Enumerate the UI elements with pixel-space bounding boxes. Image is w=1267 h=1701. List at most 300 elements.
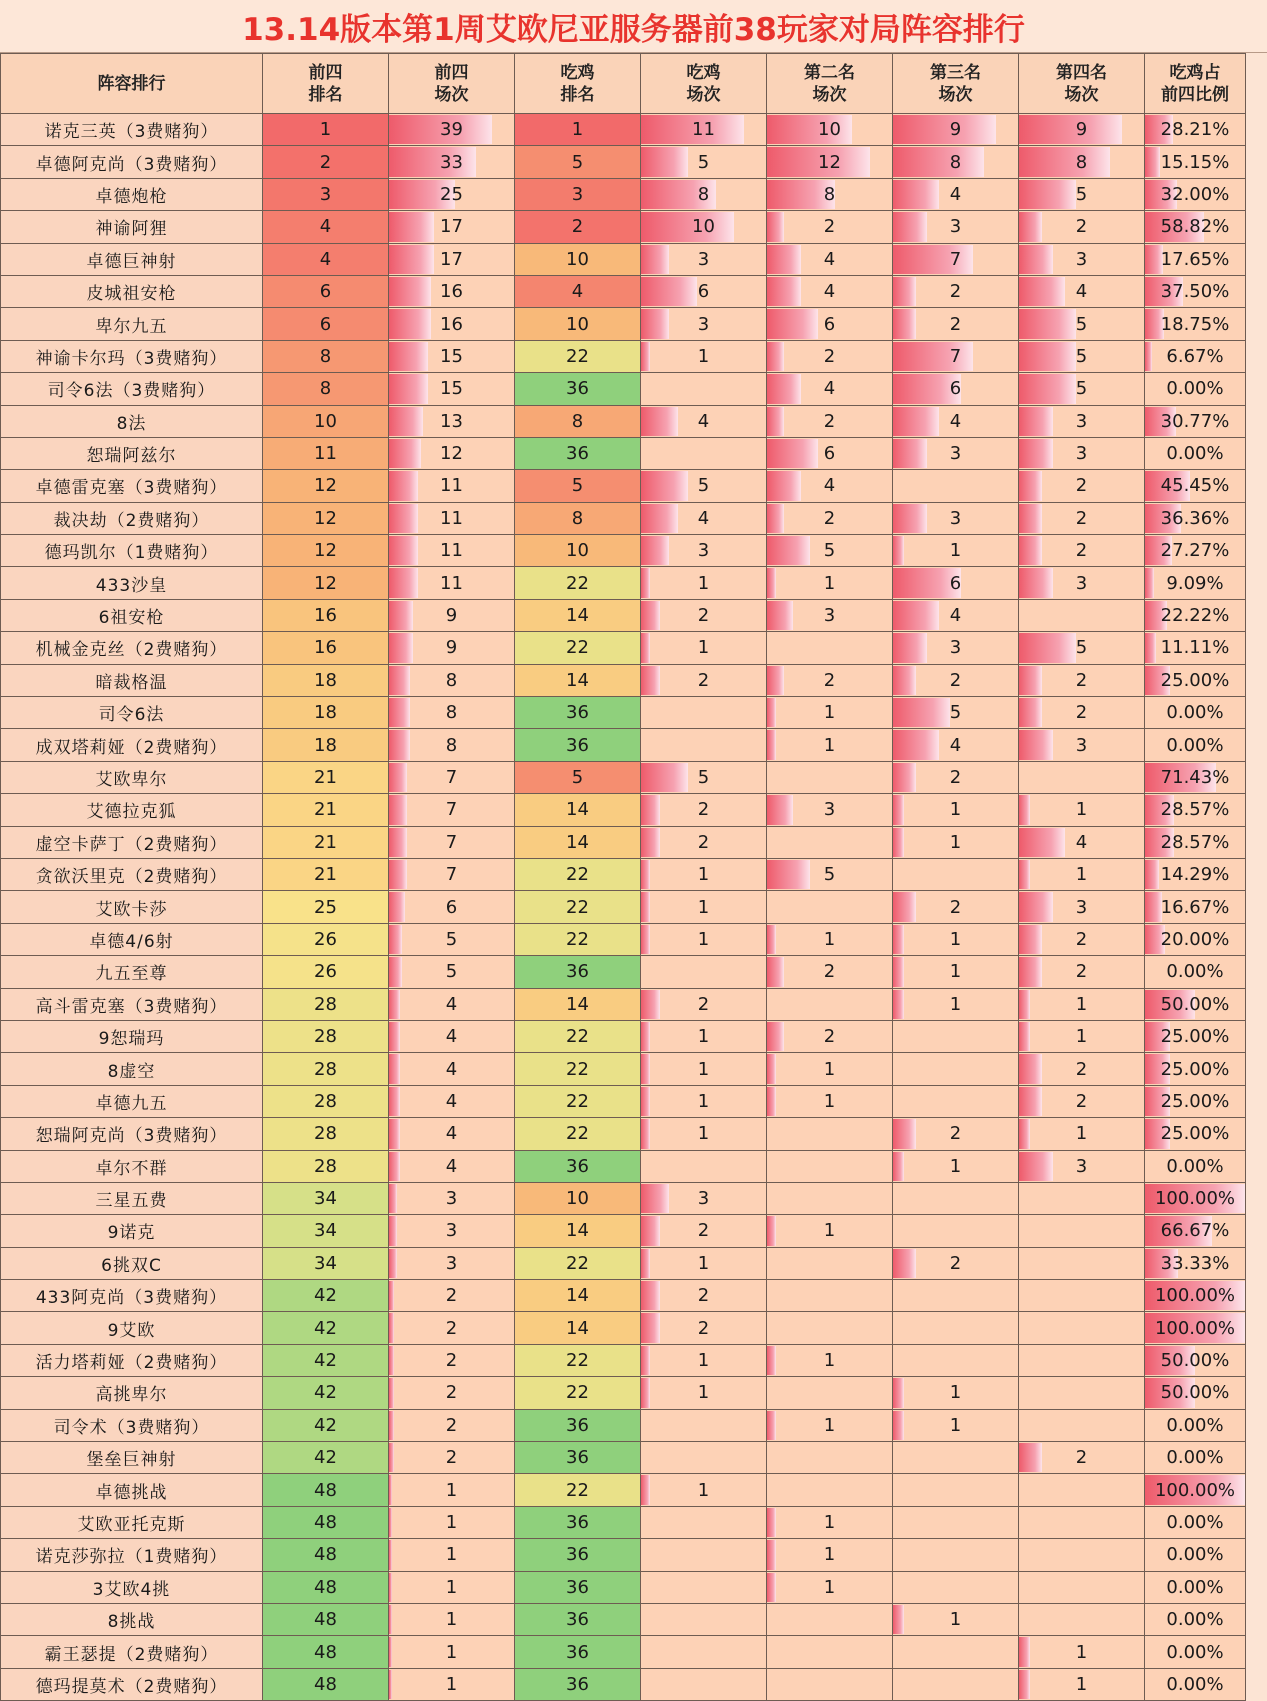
data-bar	[767, 1346, 776, 1375]
top4-value: 33	[440, 151, 463, 173]
second-cell	[767, 1442, 893, 1474]
win-rank-cell: 22	[515, 1053, 641, 1085]
name-cell: 司令6法	[1, 697, 263, 729]
win-cell	[641, 437, 767, 469]
data-bar	[767, 1216, 776, 1245]
top4-cell	[389, 1571, 515, 1603]
second-cell	[767, 405, 893, 437]
data-bar	[641, 1087, 650, 1116]
table-row	[1, 275, 1246, 307]
ratio-value: 50.00%	[1160, 1382, 1230, 1404]
win-rank-cell: 22	[515, 340, 641, 372]
data-bar	[893, 892, 916, 921]
third-value: 9	[949, 119, 962, 141]
top4-rank-cell: 34	[263, 1182, 389, 1214]
header-text: 前四比例	[1161, 84, 1229, 105]
third-cell	[893, 1409, 1019, 1441]
third-cell	[893, 632, 1019, 664]
ratio-value: 27.27%	[1160, 540, 1230, 562]
name-cell: 诺克莎弥拉（1费赌狗）	[1, 1539, 263, 1571]
ratio-cell	[1145, 1053, 1246, 1085]
ratio-value: 22.22%	[1160, 605, 1230, 627]
win-value: 2	[697, 831, 710, 853]
win-value: 8	[697, 183, 710, 205]
data-bar	[641, 860, 650, 889]
fourth-cell	[1019, 114, 1145, 146]
ratio-value: 16.67%	[1160, 896, 1230, 918]
data-bar	[1145, 147, 1160, 176]
data-bar	[1019, 212, 1042, 241]
ratio-value: 100.00%	[1154, 1285, 1236, 1307]
name-cell: 9诺克	[1, 1215, 263, 1247]
top4-cell	[389, 1377, 515, 1409]
data-bar	[1019, 1670, 1030, 1699]
win-cell	[641, 1312, 767, 1344]
ratio-cell	[1145, 1409, 1246, 1441]
header-cell	[767, 54, 893, 114]
data-bar	[1019, 957, 1042, 986]
data-bar	[1019, 115, 1122, 144]
second-value: 3	[823, 799, 836, 821]
win-value: 1	[697, 1090, 710, 1112]
lineup-ranking-table	[0, 53, 1246, 1701]
top4-rank-cell: 26	[263, 956, 389, 988]
data-bar	[1019, 277, 1065, 306]
second-cell	[767, 632, 893, 664]
win-cell	[641, 1571, 767, 1603]
data-bar	[389, 245, 434, 274]
top4-cell	[389, 146, 515, 178]
fourth-cell	[1019, 1603, 1145, 1635]
data-bar	[893, 1411, 904, 1440]
win-rank-cell: 22	[515, 1247, 641, 1279]
win-cell	[641, 664, 767, 696]
second-value: 1	[823, 1544, 836, 1566]
data-bar	[389, 1573, 392, 1602]
top4-rank-cell: 42	[263, 1312, 389, 1344]
top4-rank-cell: 12	[263, 502, 389, 534]
page-title: 13.14版本第1周艾欧尼亚服务器前38玩家对局阵容排行	[0, 0, 1267, 53]
second-cell	[767, 1247, 893, 1279]
data-bar	[893, 309, 916, 338]
header-text: 第三名	[930, 62, 981, 83]
data-bar	[1019, 407, 1053, 436]
ratio-cell	[1145, 1442, 1246, 1474]
data-bar	[893, 115, 996, 144]
top4-cell	[389, 405, 515, 437]
win-rank-cell: 2	[515, 211, 641, 243]
data-bar	[641, 245, 669, 274]
second-value: 10	[818, 119, 841, 141]
second-cell	[767, 1150, 893, 1182]
third-value: 1	[949, 993, 962, 1015]
name-cell: 卓德挑战	[1, 1474, 263, 1506]
data-bar	[1019, 147, 1110, 176]
second-value: 12	[818, 151, 841, 173]
top4-cell	[389, 697, 515, 729]
data-bar	[893, 439, 927, 468]
win-rank-cell: 36	[515, 1150, 641, 1182]
ratio-value: 0.00%	[1166, 1673, 1224, 1695]
ratio-cell	[1145, 308, 1246, 340]
data-bar	[893, 795, 904, 824]
data-bar	[893, 990, 904, 1019]
win-value: 3	[697, 313, 710, 335]
fourth-value: 2	[1075, 216, 1088, 238]
top4-rank-cell: 48	[263, 1603, 389, 1635]
data-bar	[767, 1508, 776, 1537]
third-value: 6	[949, 378, 962, 400]
win-value: 5	[697, 767, 710, 788]
table-row	[1, 729, 1246, 761]
data-bar	[767, 1573, 776, 1602]
name-cell: 霸王瑟提（2费赌狗）	[1, 1636, 263, 1668]
second-value: 2	[823, 961, 836, 983]
win-cell	[641, 1280, 767, 1312]
win-value: 5	[697, 151, 710, 173]
win-rank-cell: 22	[515, 891, 641, 923]
fourth-cell	[1019, 567, 1145, 599]
fourth-cell	[1019, 1085, 1145, 1117]
top4-rank-cell: 12	[263, 535, 389, 567]
name-cell: 堡垒巨神射	[1, 1442, 263, 1474]
data-bar	[389, 1184, 397, 1213]
second-cell	[767, 1118, 893, 1150]
ratio-value: 9.09%	[1166, 572, 1224, 594]
ratio-cell	[1145, 1085, 1246, 1117]
top4-value: 4	[445, 993, 458, 1015]
name-cell: 9艾欧	[1, 1312, 263, 1344]
top4-value: 17	[440, 216, 463, 238]
ratio-value: 0.00%	[1166, 702, 1224, 724]
second-cell	[767, 178, 893, 210]
ratio-cell	[1145, 1668, 1246, 1700]
data-bar	[1019, 795, 1030, 824]
win-value: 1	[697, 864, 710, 886]
table-row	[1, 1344, 1246, 1376]
third-value: 1	[949, 1155, 962, 1177]
win-cell	[641, 923, 767, 955]
fourth-cell	[1019, 1344, 1145, 1376]
data-bar	[1019, 1443, 1042, 1472]
header-text: 场次	[1064, 84, 1099, 105]
second-cell	[767, 146, 893, 178]
top4-value: 1	[445, 1641, 458, 1663]
table-row	[1, 437, 1246, 469]
data-bar	[641, 633, 650, 662]
ratio-value: 11.11%	[1160, 637, 1230, 659]
data-bar	[767, 536, 810, 565]
win-rank-cell: 3	[515, 178, 641, 210]
data-bar	[641, 504, 678, 533]
second-value: 3	[823, 605, 836, 627]
third-cell	[893, 373, 1019, 405]
table-row	[1, 146, 1246, 178]
data-bar	[389, 795, 407, 824]
data-bar	[389, 860, 407, 889]
fourth-cell	[1019, 1150, 1145, 1182]
header-cell	[389, 54, 515, 114]
data-bar	[893, 1249, 916, 1278]
second-cell	[767, 1409, 893, 1441]
data-bar	[641, 925, 650, 954]
top4-rank-cell: 8	[263, 340, 389, 372]
ratio-cell	[1145, 1247, 1246, 1279]
data-bar	[389, 698, 410, 727]
top4-cell	[389, 1020, 515, 1052]
data-bar	[641, 1054, 650, 1083]
fourth-cell	[1019, 1312, 1145, 1344]
second-value: 1	[823, 702, 836, 724]
third-cell	[893, 1636, 1019, 1668]
data-bar	[767, 957, 784, 986]
third-cell	[893, 567, 1019, 599]
win-cell	[641, 1409, 767, 1441]
data-bar	[641, 1281, 660, 1310]
top4-value: 11	[440, 540, 463, 562]
third-cell	[893, 243, 1019, 275]
win-value: 6	[697, 281, 710, 303]
header-text: 场次	[434, 84, 469, 105]
ratio-value: 32.00%	[1160, 183, 1230, 205]
table-row	[1, 858, 1246, 890]
top4-cell	[389, 664, 515, 696]
top4-value: 1	[445, 1576, 458, 1598]
third-cell	[893, 470, 1019, 502]
second-cell	[767, 826, 893, 858]
data-bar	[389, 633, 413, 662]
data-bar	[1019, 1022, 1030, 1051]
data-bar	[389, 763, 407, 792]
top4-value: 9	[445, 637, 458, 659]
ratio-cell	[1145, 988, 1246, 1020]
third-cell	[893, 1280, 1019, 1312]
top4-rank-cell: 3	[263, 178, 389, 210]
top4-rank-cell: 48	[263, 1474, 389, 1506]
ratio-value: 25.00%	[1160, 1090, 1230, 1112]
data-bar	[641, 1475, 650, 1504]
third-cell	[893, 1182, 1019, 1214]
third-value: 1	[949, 1609, 962, 1631]
fourth-value: 9	[1075, 119, 1088, 141]
top4-rank-cell: 34	[263, 1247, 389, 1279]
top4-rank-cell: 2	[263, 146, 389, 178]
ratio-cell	[1145, 1506, 1246, 1538]
win-cell	[641, 178, 767, 210]
top4-value: 1	[445, 1544, 458, 1566]
top4-rank-cell: 4	[263, 211, 389, 243]
fourth-value: 2	[1075, 1447, 1088, 1469]
name-cell: 机械金克丝（2费赌狗）	[1, 632, 263, 664]
win-rank-cell: 36	[515, 1636, 641, 1668]
top4-value: 1	[445, 1511, 458, 1533]
top4-cell	[389, 729, 515, 761]
data-bar	[767, 374, 801, 403]
data-bar	[893, 633, 927, 662]
top4-value: 16	[440, 281, 463, 303]
top4-value: 8	[445, 669, 458, 691]
third-cell	[893, 794, 1019, 826]
third-cell	[893, 211, 1019, 243]
name-cell: 卓德4/6射	[1, 923, 263, 955]
table-row	[1, 1150, 1246, 1182]
data-bar	[767, 439, 818, 468]
header-cell	[263, 54, 389, 114]
top4-value: 17	[440, 248, 463, 270]
table-row	[1, 1182, 1246, 1214]
third-cell	[893, 1150, 1019, 1182]
fourth-cell	[1019, 956, 1145, 988]
second-cell	[767, 243, 893, 275]
top4-value: 2	[445, 1447, 458, 1469]
fourth-value: 5	[1075, 183, 1088, 205]
win-rank-cell: 36	[515, 1409, 641, 1441]
third-cell	[893, 535, 1019, 567]
second-value: 1	[823, 1350, 836, 1372]
data-bar	[893, 277, 916, 306]
fourth-cell	[1019, 1571, 1145, 1603]
top4-value: 7	[445, 864, 458, 886]
data-bar	[1019, 1119, 1030, 1148]
data-bar	[641, 407, 678, 436]
ratio-cell	[1145, 1118, 1246, 1150]
ratio-value: 100.00%	[1154, 1188, 1236, 1210]
data-bar	[893, 1605, 904, 1634]
third-value: 7	[949, 248, 962, 270]
data-bar	[1019, 309, 1076, 338]
win-rank-cell: 14	[515, 988, 641, 1020]
fourth-cell	[1019, 1668, 1145, 1700]
fourth-cell	[1019, 1118, 1145, 1150]
data-bar	[389, 1637, 392, 1666]
data-bar	[389, 212, 434, 241]
win-rank-cell: 14	[515, 794, 641, 826]
second-value: 4	[823, 281, 836, 303]
second-cell	[767, 1344, 893, 1376]
top4-cell	[389, 1474, 515, 1506]
win-cell	[641, 599, 767, 631]
third-value: 2	[949, 313, 962, 335]
top4-value: 5	[445, 928, 458, 950]
fourth-cell	[1019, 373, 1145, 405]
ratio-cell	[1145, 729, 1246, 761]
data-bar	[641, 342, 650, 371]
data-bar	[389, 504, 418, 533]
top4-value: 11	[440, 572, 463, 594]
top4-value: 4	[445, 1026, 458, 1048]
data-bar	[893, 730, 939, 759]
third-cell	[893, 826, 1019, 858]
third-value: 4	[949, 410, 962, 432]
ratio-cell	[1145, 243, 1246, 275]
top4-rank-cell: 11	[263, 437, 389, 469]
win-cell	[641, 114, 767, 146]
top4-cell	[389, 308, 515, 340]
third-value: 4	[949, 605, 962, 627]
table-row	[1, 1247, 1246, 1279]
win-rank-cell: 36	[515, 1506, 641, 1538]
top4-value: 16	[440, 313, 463, 335]
second-cell	[767, 988, 893, 1020]
data-bar	[641, 666, 660, 695]
fourth-value: 5	[1075, 637, 1088, 659]
name-cell: 艾德拉克狐	[1, 794, 263, 826]
ratio-value: 28.21%	[1160, 119, 1230, 141]
win-cell	[641, 1474, 767, 1506]
second-cell	[767, 1603, 893, 1635]
third-cell	[893, 891, 1019, 923]
fourth-cell	[1019, 1442, 1145, 1474]
fourth-value: 2	[1075, 507, 1088, 529]
name-cell: 6祖安枪	[1, 599, 263, 631]
data-bar	[1019, 245, 1053, 274]
data-bar	[893, 212, 927, 241]
data-bar	[1145, 245, 1163, 274]
ratio-cell	[1145, 178, 1246, 210]
top4-rank-cell: 34	[263, 1215, 389, 1247]
top4-value: 9	[445, 605, 458, 627]
second-cell	[767, 1636, 893, 1668]
data-bar	[641, 892, 650, 921]
win-cell	[641, 1442, 767, 1474]
win-rank-cell: 14	[515, 826, 641, 858]
ratio-cell	[1145, 956, 1246, 988]
third-value: 8	[949, 151, 962, 173]
data-bar	[641, 1313, 660, 1342]
ratio-value: 66.67%	[1160, 1220, 1230, 1242]
second-value: 2	[823, 345, 836, 367]
top4-rank-cell: 48	[263, 1668, 389, 1700]
fourth-value: 5	[1075, 378, 1088, 400]
third-cell	[893, 729, 1019, 761]
top4-value: 7	[445, 799, 458, 821]
fourth-cell	[1019, 243, 1145, 275]
ratio-value: 0.00%	[1166, 1576, 1224, 1598]
top4-value: 4	[445, 1123, 458, 1145]
name-cell: 成双塔莉娅（2费赌狗）	[1, 729, 263, 761]
win-value: 1	[697, 345, 710, 367]
win-rank-cell: 22	[515, 632, 641, 664]
header-text: 吃鸡	[686, 62, 721, 83]
fourth-cell	[1019, 178, 1145, 210]
data-bar	[767, 277, 801, 306]
name-cell: 恕瑞阿兹尔	[1, 437, 263, 469]
ratio-value: 36.36%	[1160, 507, 1230, 529]
name-cell: 司令术（3费赌狗）	[1, 1409, 263, 1441]
data-bar	[389, 828, 407, 857]
win-rank-cell: 22	[515, 1020, 641, 1052]
top4-cell	[389, 1247, 515, 1279]
ratio-value: 25.00%	[1160, 1058, 1230, 1080]
fourth-cell	[1019, 535, 1145, 567]
table-row	[1, 1215, 1246, 1247]
top4-rank-cell: 28	[263, 988, 389, 1020]
ratio-cell	[1145, 502, 1246, 534]
win-rank-cell: 36	[515, 1539, 641, 1571]
win-rank-cell: 36	[515, 956, 641, 988]
ratio-cell	[1145, 1603, 1246, 1635]
win-cell	[641, 211, 767, 243]
third-value: 1	[949, 1414, 962, 1436]
win-cell	[641, 956, 767, 988]
win-rank-cell: 22	[515, 567, 641, 599]
table-row	[1, 697, 1246, 729]
fourth-value: 2	[1075, 961, 1088, 983]
name-cell: 皮城祖安枪	[1, 275, 263, 307]
top4-cell	[389, 535, 515, 567]
fourth-value: 1	[1075, 1123, 1088, 1145]
win-value: 5	[697, 475, 710, 497]
